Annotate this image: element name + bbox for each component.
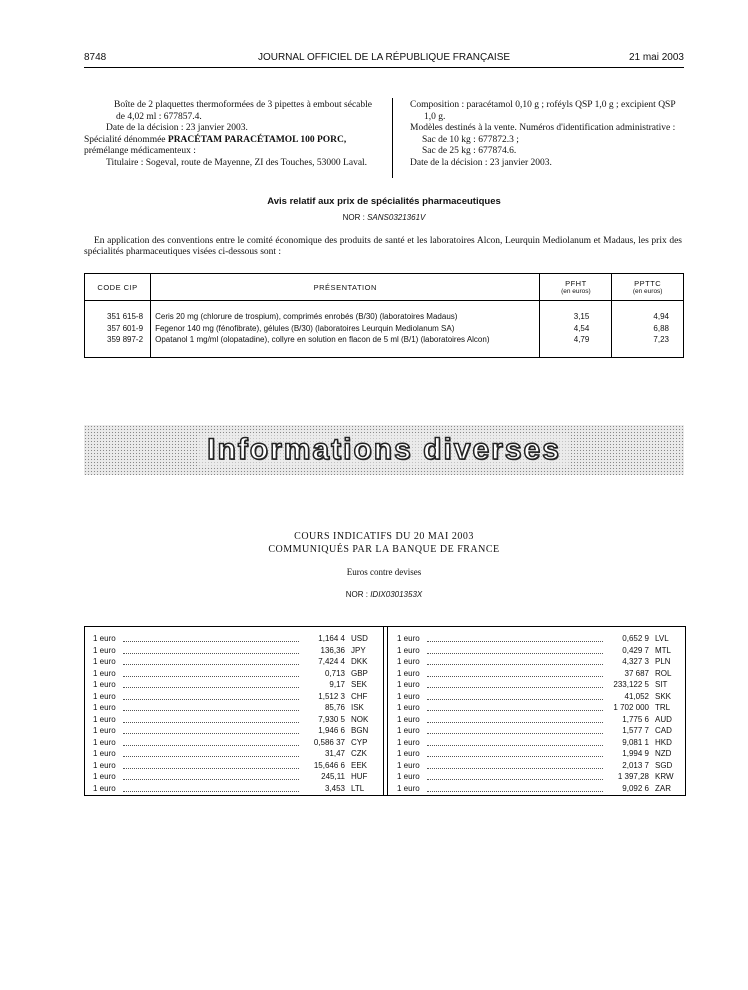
cip-code: 351 615-8 (107, 312, 144, 321)
pfht-value: 4,79 (573, 335, 590, 344)
leader-dots (123, 645, 299, 654)
rate-row (397, 645, 679, 657)
rate-value: 1,946 6 (318, 726, 345, 735)
rate-label: 1 euro (397, 680, 420, 689)
rate-value: 7,424 4 (318, 657, 345, 666)
currency-code: EEK (351, 760, 368, 770)
top-left-column (84, 100, 376, 169)
product-name: PRACÉTAM PARACÉTAMOL 100 PORC, (167, 134, 347, 145)
rate-label: 1 euro (397, 726, 420, 735)
rate-row (93, 702, 375, 714)
rate-label: 1 euro (397, 714, 420, 724)
presentation-column (151, 301, 540, 358)
issue-date: 21 mai 2003 (628, 52, 684, 63)
currency-code: SIT (655, 680, 668, 689)
rate-label: 1 euro (93, 657, 116, 666)
currency-code: SEK (351, 680, 368, 689)
header-ppttc (612, 274, 684, 301)
column-divider (383, 627, 388, 795)
currency-code: NOK (351, 714, 369, 724)
rate-value: 233,122 5 (613, 680, 649, 689)
leader-dots (123, 702, 299, 711)
currency-code: CHF (351, 691, 368, 701)
header-label: PFHT (565, 279, 587, 288)
leader-dots (427, 691, 603, 700)
leader-dots (123, 737, 299, 746)
nor-reference (84, 213, 684, 222)
rate-value: 9,081 1 (622, 737, 649, 747)
leader-dots (123, 725, 299, 734)
top-right-column (410, 100, 684, 169)
leader-dots (427, 737, 603, 746)
rate-label: 1 euro (397, 691, 420, 701)
rate-label: 1 euro (397, 760, 420, 770)
leader-dots (427, 748, 603, 757)
currency-code: GBP (351, 668, 368, 678)
rate-row (93, 760, 375, 772)
paragraph: Date de la décision : 23 janvier 2003. (410, 157, 552, 168)
leader-dots (427, 714, 603, 723)
leader-dots (427, 679, 603, 688)
rate-value: 0,586 37 (313, 737, 345, 747)
intro-paragraph: En application des conventions entre le comité économique des produits de santé et les laboratoires Alcon, Leurquin Mediolanum et Madaus, les prix des spécialités pharmaceutiques visées ci-dessous sont : (84, 236, 682, 257)
section-banner (84, 425, 684, 475)
leader-dots (427, 783, 603, 792)
paragraph-lead: Spécialité dénommée (84, 134, 166, 145)
rate-value: 1,775 6 (622, 714, 649, 724)
rate-value: 2,013 7 (622, 760, 649, 770)
leader-dots (427, 702, 603, 711)
rate-row (93, 645, 375, 657)
rate-row (397, 702, 679, 714)
rate-value: 9,092 6 (622, 783, 649, 793)
rates-left-column (93, 633, 375, 794)
rate-value: 41,052 (624, 691, 649, 701)
leader-dots (427, 645, 603, 654)
rate-row (397, 725, 679, 737)
rate-value: 3,453 (324, 783, 345, 793)
rate-row (397, 737, 679, 749)
rate-row (397, 633, 679, 645)
rate-value: 136,36 (320, 645, 345, 655)
rate-row (93, 668, 375, 680)
banner-title: Informations diverses (199, 433, 569, 467)
rate-label: 1 euro (397, 783, 420, 793)
currency-code: SKK (655, 691, 672, 701)
header-unit: (en euros) (561, 288, 591, 295)
rates-title: COURS INDICATIFS DU 20 MAI 2003 (294, 531, 474, 542)
paragraph: Composition : paracétamol 0,10 g ; roféyls QSP 1,0 g ; excipient QSP 1,0 g. (410, 100, 676, 122)
ppttc-value: 4,94 (653, 312, 669, 321)
currency-code: PLN (655, 657, 671, 666)
table-body (85, 301, 684, 358)
header-label: PPTTC (634, 279, 662, 288)
currency-code: BGN (351, 726, 369, 735)
rate-row (93, 737, 375, 749)
cip-code: 357 601-9 (107, 323, 144, 333)
pfht-value: 4,54 (573, 323, 590, 333)
rate-row (397, 656, 679, 668)
currency-code: ZAR (655, 783, 671, 793)
page-header (84, 52, 684, 66)
nor-value: SANS0321361V (367, 213, 426, 222)
rate-value: 15,646 6 (313, 760, 345, 770)
header-rule (84, 67, 684, 68)
currency-code: MTL (655, 645, 671, 655)
header-cip (85, 274, 151, 301)
rate-row (93, 656, 375, 668)
currency-code: LTL (351, 783, 365, 793)
rate-row (93, 748, 375, 760)
rate-value: 0,652 9 (622, 634, 649, 643)
rate-label: 1 euro (397, 668, 420, 678)
rate-value: 0,429 7 (622, 645, 649, 655)
rates-subtitle-bank: COMMUNIQUÉS PAR LA BANQUE DE FRANCE (268, 544, 500, 555)
header-pfht (540, 274, 612, 301)
presentation-text: Fegenor 140 mg (fénofibrate), gélules (B/30) (laboratoires Leurquin Mediolanum SA) (155, 323, 455, 333)
currency-code: NZD (655, 749, 672, 758)
paragraph: Date de la décision : 23 janvier 2003. (106, 123, 248, 133)
rate-row (397, 714, 679, 726)
rate-value: 7,930 5 (318, 714, 345, 724)
rates-right-column (397, 633, 679, 794)
leader-dots (123, 656, 299, 665)
rate-value: 1,512 3 (318, 691, 345, 701)
currency-code: AUD (655, 714, 672, 724)
rate-label: 1 euro (93, 634, 116, 643)
currency-code: JPY (351, 645, 366, 655)
leader-dots (123, 691, 299, 700)
currency-code: CZK (351, 749, 367, 758)
rate-label: 1 euro (397, 772, 420, 781)
rate-row (397, 691, 679, 703)
rate-value: 0,713 (324, 668, 345, 678)
rate-value: 85,76 (324, 703, 345, 712)
rate-label: 1 euro (397, 657, 420, 666)
leader-dots (427, 668, 603, 677)
rate-row (93, 633, 375, 645)
currency-code: HUF (351, 772, 368, 781)
rate-label: 1 euro (397, 749, 420, 758)
rate-label: 1 euro (397, 703, 420, 712)
paragraph: Sac de 10 kg : 677872.3 ; (422, 134, 519, 145)
presentation-text: Opatanol 1 mg/ml (olopatadine), collyre en solution en flacon de 5 ml (B/1) (laboratoires Alcon) (155, 335, 490, 344)
currency-code: KRW (655, 772, 674, 781)
paragraph: Boîte de 2 plaquettes thermoformées de 3 pipettes à embout sécable de 4,02 ml : 677857.4. (114, 100, 372, 122)
leader-dots (123, 783, 299, 792)
rate-row (93, 714, 375, 726)
nor-label: NOR : (345, 590, 368, 599)
header-label: PRÉSENTATION (313, 282, 377, 292)
rate-value: 1 397,28 (617, 772, 649, 781)
rate-row (93, 691, 375, 703)
rate-label: 1 euro (93, 680, 116, 689)
currency-code: ISK (351, 703, 364, 712)
rate-value: 245,11 (321, 772, 345, 781)
presentation-text: Ceris 20 mg (chlorure de trospium), comprimés enrobés (B/30) (laboratoires Madaus) (155, 312, 458, 321)
rate-value: 1,994 9 (622, 749, 649, 758)
rate-value: 1,164 4 (318, 634, 345, 643)
currency-code: TRL (655, 703, 671, 712)
leader-dots (427, 633, 603, 642)
rate-row (397, 771, 679, 783)
leader-dots (123, 760, 299, 769)
currency-code: CYP (351, 737, 368, 747)
pfht-column (540, 301, 612, 358)
rate-row (93, 679, 375, 691)
paragraph (84, 135, 376, 147)
leader-dots (123, 748, 299, 757)
rate-value: 31,47 (324, 749, 345, 758)
rate-label: 1 euro (93, 760, 116, 770)
leader-dots (123, 771, 299, 780)
rate-row (397, 760, 679, 772)
header-presentation (151, 274, 540, 301)
header-unit: (en euros) (632, 288, 663, 295)
rate-label: 1 euro (93, 691, 116, 701)
rate-row (397, 679, 679, 691)
currency-code: USD (351, 634, 368, 643)
rate-label: 1 euro (93, 726, 116, 735)
leader-dots (123, 668, 299, 677)
page-number: 8748 (84, 52, 107, 63)
rate-row (93, 771, 375, 783)
paragraph: Modèles destinés à la vente. Numéros d'identification administrative : (410, 123, 676, 133)
rate-label: 1 euro (93, 737, 116, 747)
section-title: Avis relatif aux prix de spécialités pharmaceutiques (267, 196, 501, 207)
nor-label: NOR : (342, 213, 365, 222)
currency-code: ROL (655, 668, 672, 678)
ppttc-column (612, 301, 684, 358)
paragraph: prémélange médicamenteux : (84, 146, 196, 156)
cip-column (85, 301, 151, 358)
rate-row (93, 783, 375, 795)
rate-label: 1 euro (397, 737, 420, 747)
rates-subtitle: Euros contre devises (346, 567, 422, 577)
rate-label: 1 euro (93, 783, 116, 793)
currency-code: DKK (351, 657, 368, 666)
leader-dots (123, 633, 299, 642)
ppttc-value: 7,23 (653, 335, 669, 344)
rate-row (397, 748, 679, 760)
paragraph: Titulaire : Sogeval, route de Mayenne, ZI des Touches, 53000 Laval. (106, 157, 368, 168)
rate-label: 1 euro (93, 645, 116, 655)
leader-dots (123, 679, 299, 688)
currency-code: HKD (655, 737, 672, 747)
rate-label: 1 euro (93, 749, 116, 758)
rate-value: 4,327 3 (622, 657, 649, 666)
leader-dots (427, 771, 603, 780)
column-divider (392, 98, 393, 178)
rate-label: 1 euro (93, 668, 116, 678)
leader-dots (427, 725, 603, 734)
rate-row (397, 668, 679, 680)
price-table (84, 273, 684, 358)
pfht-value: 3,15 (573, 312, 590, 321)
rate-row (397, 783, 679, 795)
rate-value: 1 702 000 (613, 703, 649, 712)
rate-label: 1 euro (93, 703, 116, 712)
journal-title: JOURNAL OFFICIEL DE LA RÉPUBLIQUE FRANÇAISE (257, 52, 511, 63)
nor-value: IDIX0301353X (370, 590, 423, 599)
table-header-row (85, 274, 684, 301)
currency-code: SGD (655, 760, 673, 770)
ppttc-value: 6,88 (653, 323, 669, 333)
rate-value: 37 687 (624, 668, 649, 678)
leader-dots (123, 714, 299, 723)
rate-label: 1 euro (397, 634, 420, 643)
rate-row (93, 725, 375, 737)
header-label: CODE CIP (97, 282, 138, 292)
rate-label: 1 euro (93, 772, 116, 781)
leader-dots (427, 760, 603, 769)
currency-code: LVL (655, 634, 669, 643)
paragraph: Sac de 25 kg : 677874.6. (422, 146, 517, 156)
cip-code: 359 897-2 (107, 335, 144, 344)
rate-value: 9,17 (329, 680, 345, 689)
currency-code: CAD (655, 726, 672, 735)
rate-label: 1 euro (397, 645, 420, 655)
rate-value: 1,577 7 (622, 726, 649, 735)
exchange-rates-table (84, 626, 686, 796)
leader-dots (427, 656, 603, 665)
nor-reference (84, 590, 684, 599)
rate-label: 1 euro (93, 714, 116, 724)
